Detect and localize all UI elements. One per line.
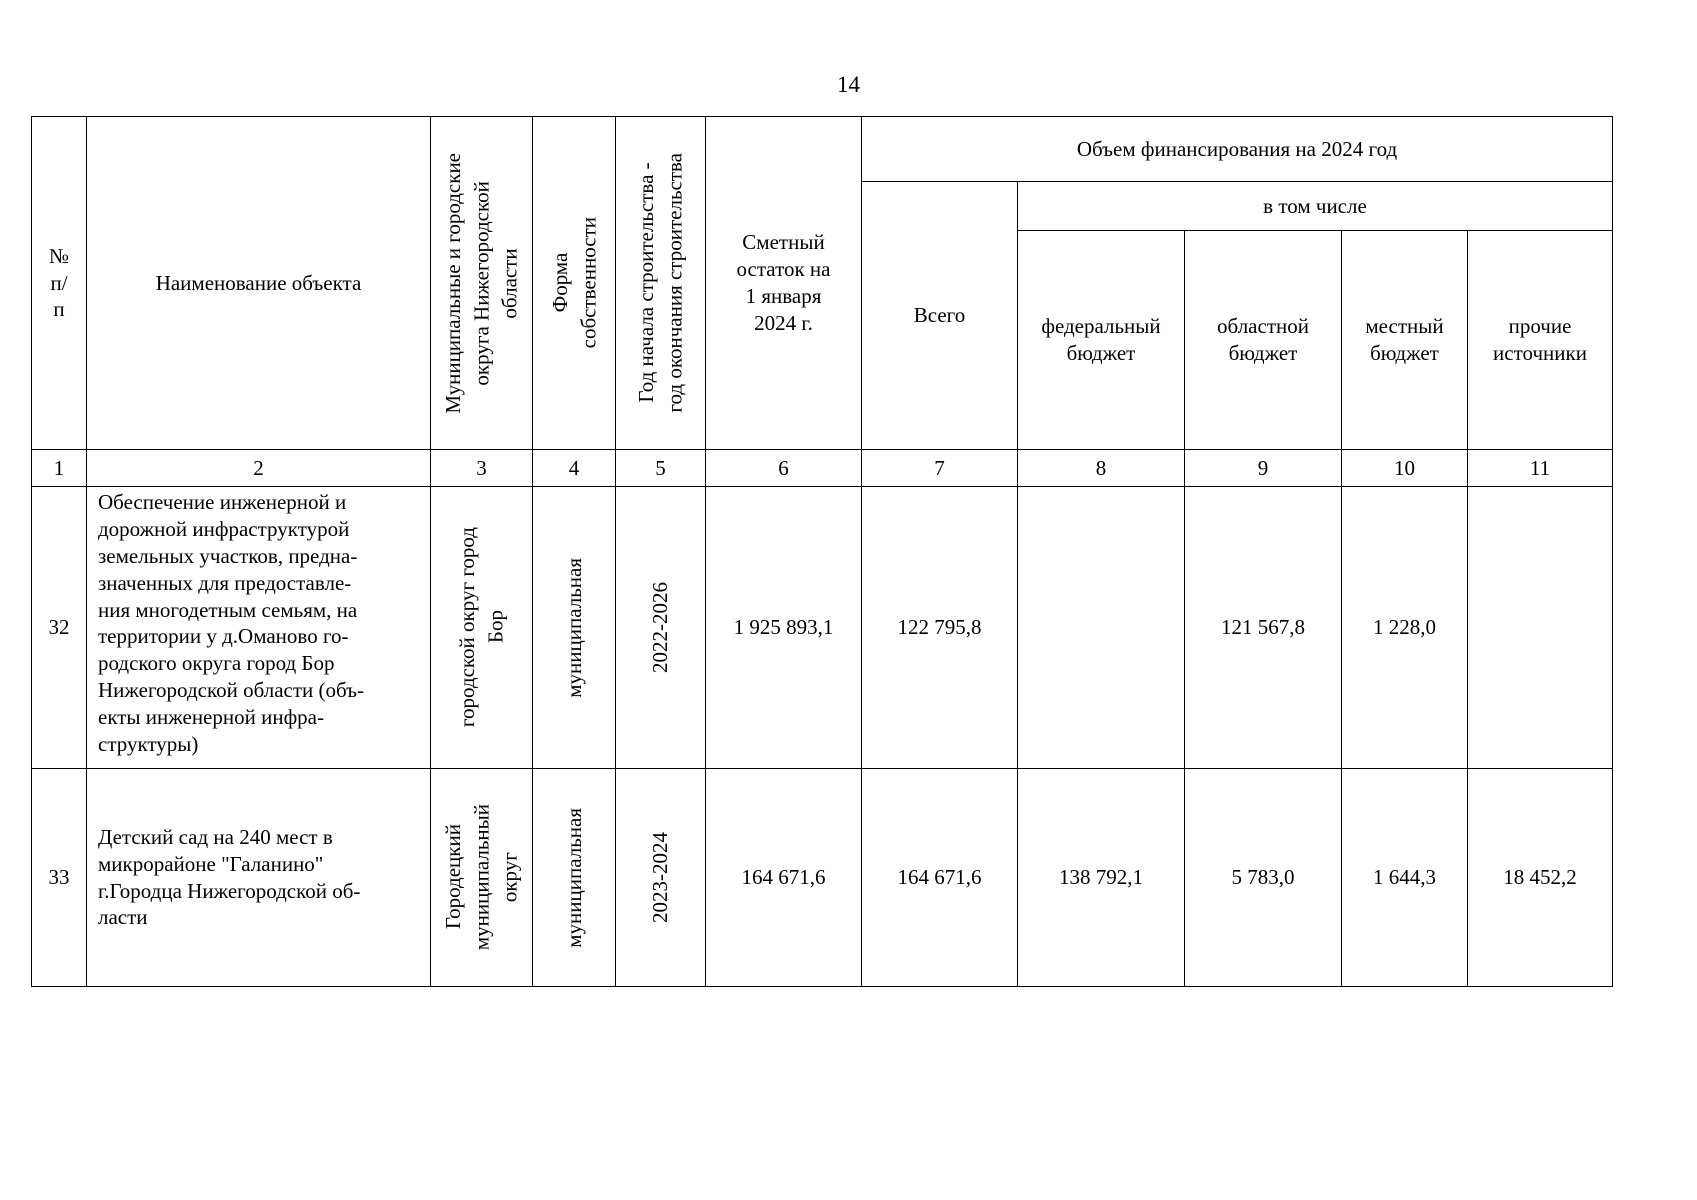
municipality-cell: [431, 487, 533, 769]
ownership: муниципальная: [561, 807, 586, 948]
construction-years: 2023-2024: [648, 832, 673, 923]
estimate-balance: 164 671,6: [706, 769, 862, 987]
municipality-cell: [431, 769, 533, 987]
column-number: 11: [1468, 450, 1613, 487]
column-number: 3: [431, 450, 533, 487]
header-total: Всего: [862, 182, 1018, 450]
federal-budget: [1018, 487, 1185, 769]
header-other: прочие источники: [1468, 231, 1613, 450]
column-number: 7: [862, 450, 1018, 487]
column-number: 4: [533, 450, 616, 487]
column-number: 9: [1185, 450, 1342, 487]
header-regional: областной бюджет: [1185, 231, 1342, 450]
header-local: местный бюджет: [1342, 231, 1468, 450]
header-funding: Объем финансирования на 2024 год: [862, 117, 1613, 182]
years-cell: [616, 487, 706, 769]
header-federal: федеральный бюджет: [1018, 231, 1185, 450]
row-number: 32: [32, 487, 87, 769]
ownership-cell: [533, 487, 616, 769]
column-number: 1: [32, 450, 87, 487]
federal-budget: 138 792,1: [1018, 769, 1185, 987]
table-row: [32, 769, 1613, 987]
years-cell: [616, 769, 706, 987]
header-estimate: Сметный остаток на 1 января 2024 г.: [706, 117, 862, 450]
header-municipality: Муниципальные и городские округа Нижегородской области: [440, 152, 522, 414]
regional-budget: 121 567,8: [1185, 487, 1342, 769]
column-number: 10: [1342, 450, 1468, 487]
column-number: 2: [87, 450, 431, 487]
header-ownership-cell: [533, 117, 616, 450]
column-number: 5: [616, 450, 706, 487]
page-number: 14: [837, 72, 860, 97]
column-number: 8: [1018, 450, 1185, 487]
object-name: Обеспечение инженерной и дорожной инфраструктурой земельных участков, предна- значенных для предоставле- ния многодетным семьям, на территории у д.Оманово го- родского округа город Бор Нижегородской области (объ- екты инженерной инфра- структуры): [87, 487, 431, 769]
other-sources: [1468, 487, 1613, 769]
header-ownership: Форма собственности: [547, 217, 600, 349]
local-budget: 1 228,0: [1342, 487, 1468, 769]
financing-table: [31, 116, 1613, 987]
total-funding: 164 671,6: [862, 769, 1018, 987]
column-number: 6: [706, 450, 862, 487]
ownership: муниципальная: [561, 557, 586, 698]
total-funding: 122 795,8: [862, 487, 1018, 769]
regional-budget: 5 783,0: [1185, 769, 1342, 987]
local-budget: 1 644,3: [1342, 769, 1468, 987]
table-row: [32, 487, 1613, 769]
ownership-cell: [533, 769, 616, 987]
column-numbers-row: [32, 450, 1613, 487]
row-number: 33: [32, 769, 87, 987]
header-number: № п/ п: [32, 117, 87, 450]
municipality: городской округ город Бор: [455, 527, 508, 728]
other-sources: 18 452,2: [1468, 769, 1613, 987]
object-name: Детский сад на 240 мест в микрорайоне "Галанино" г.Городца Нижегородской об- ласти: [87, 769, 431, 987]
municipality: Городецкий муниципальный округ: [440, 804, 522, 951]
header-municipality-cell: [431, 117, 533, 450]
construction-years: 2022-2026: [648, 582, 673, 673]
header-years-cell: [616, 117, 706, 450]
header-including: в том числе: [1018, 182, 1613, 231]
header-object-name: Наименование объекта: [87, 117, 431, 450]
header-years: Год начала строительства - год окончания строительства: [634, 153, 687, 413]
estimate-balance: 1 925 893,1: [706, 487, 862, 769]
